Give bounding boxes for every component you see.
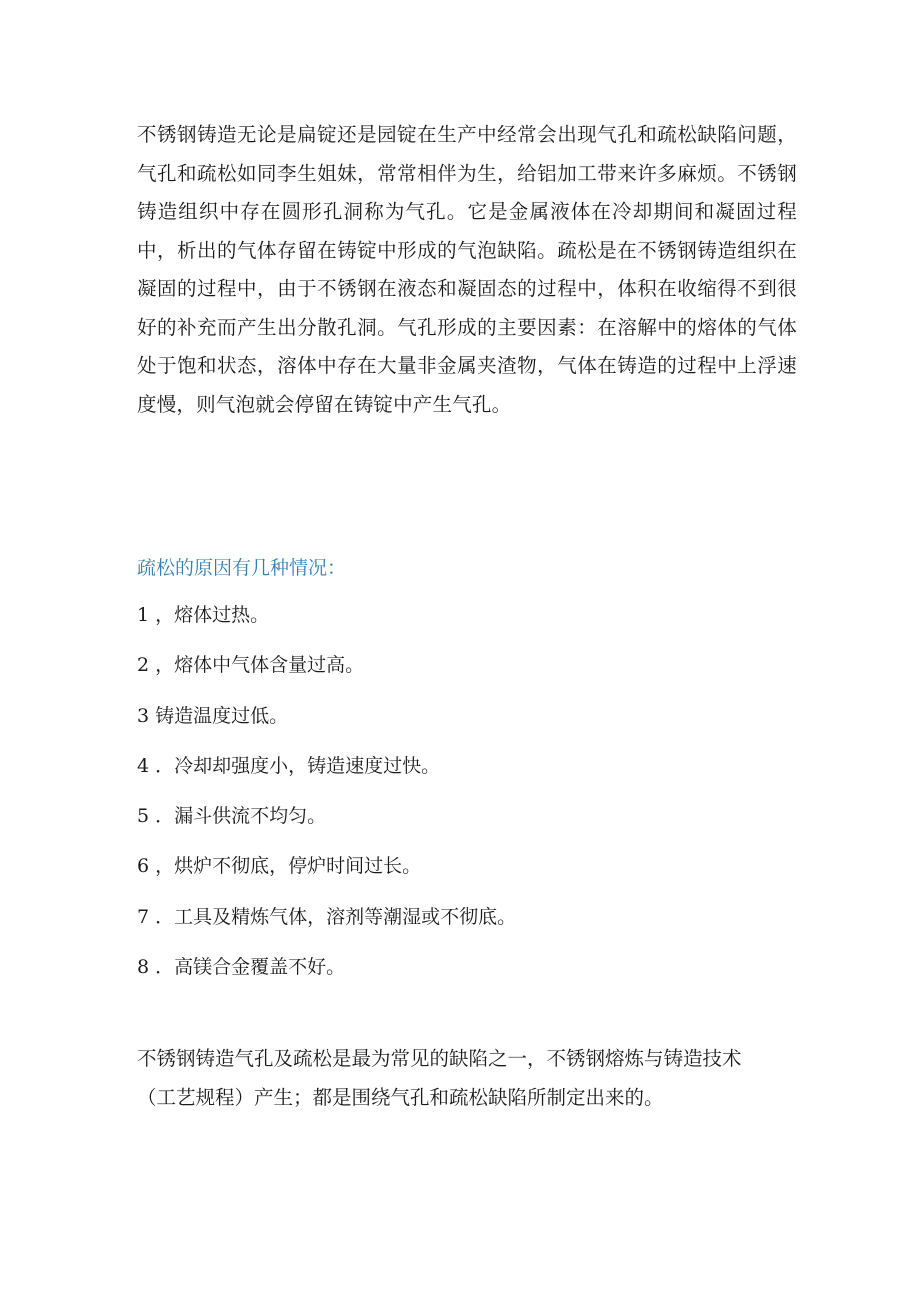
list-item [137, 600, 516, 650]
item-number: 4 [137, 754, 150, 777]
list-item [137, 751, 516, 801]
item-text: ．高镁合金覆盖不好。 [149, 956, 346, 979]
causes-heading: 疏松的原因有几种情况： [137, 557, 347, 579]
list-item [137, 902, 516, 952]
list-item [137, 701, 516, 751]
item-number: 1 [137, 604, 150, 626]
item-text: ．工具及精炼气体，溶剂等潮湿或不彻底。 [149, 905, 517, 928]
item-number: 7 [137, 905, 150, 928]
item-number: 6 [137, 855, 150, 878]
item-number: 8 [137, 956, 150, 979]
conclusion-paragraph: 不锈钢铸造气孔及疏松是最为常见的缺陷之一，不锈钢熔炼与铸造技术（工艺规程）产生；都是围绕气孔和疏松缺陷所制定出来的。 [137, 1047, 742, 1109]
item-number: 5 [137, 805, 150, 828]
item-text: ．漏斗供流不均匀。 [149, 805, 327, 828]
list-item [137, 650, 516, 700]
item-text: 铸造温度过低。 [149, 704, 289, 727]
item-number: 2 [137, 654, 150, 677]
item-text: ，熔体中气体含量过高。 [149, 654, 365, 677]
causes-list [137, 600, 516, 1002]
list-item [137, 952, 516, 1002]
intro-paragraph: 不锈钢铸造无论是扁锭还是园锭在生产中经常会出现气孔和疏松缺陷问题，气孔和疏松如同李生姐妹，常常相伴为生，给铝加工带来许多麻烦。不锈钢铸造组织中存在圆形孔洞称为气孔。它是金属液体在冷却期间和凝固过程中，析出的气体存留在铸锭中形成的气泡缺陷。疏松是在不锈钢铸造组织在凝固的过程中，由于不锈钢在液态和凝固态的过程中，体积在收缩得不到很好的补充而产生出分散孔洞。气孔形成的主要因素：在溶解中的熔体的气体处于饱和状态，溶体中存在大量非金属夹渣物，气体在铸造的过程中上浮速度慢，则气泡就会停留在铸锭中产生气孔。 [137, 123, 797, 416]
item-number: 3 [137, 704, 150, 727]
item-text: ，熔体过热。 [149, 604, 270, 626]
list-item [137, 801, 516, 851]
item-text: ，烘炉不彻底，停炉时间过长。 [149, 855, 422, 878]
item-text: ．冷却却强度小，铸造速度过快。 [149, 754, 441, 777]
list-item [137, 851, 516, 901]
